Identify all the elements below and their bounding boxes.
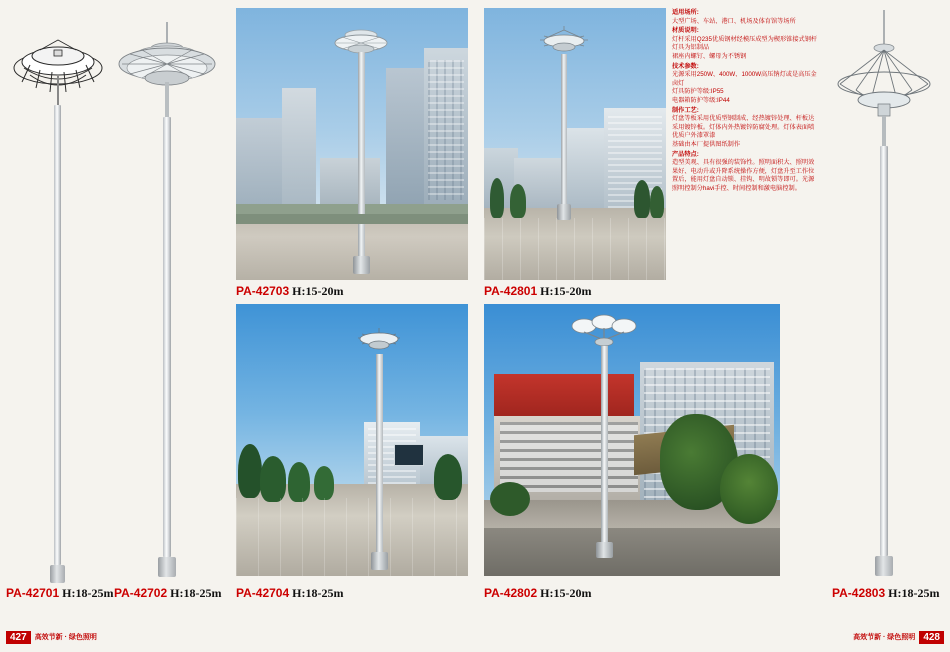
spec-line-2-1: 灯具防护等级:IP55	[672, 88, 724, 96]
lamp-pole-pa42702	[112, 12, 222, 582]
spec-line-2-2: 电器箱防护等级:IP44	[672, 96, 730, 104]
footer-right	[764, 630, 944, 644]
caption-pa42801: PA-42801 H:15-20m	[484, 284, 592, 298]
product-photo-pa42704	[236, 304, 468, 576]
lamp-crown-illustration	[112, 22, 222, 122]
footer-text-right: 高效节新 · 绿色照明	[853, 634, 916, 641]
spec-line-3-0: 灯盘等板采用优质型钢制成、经热镀锌处理、杆板达采用镀锌板。灯体内外热镀锌防腐处理。灯体表面喷优质户外漆罩漆	[672, 115, 815, 140]
pole-base	[50, 565, 65, 583]
spec-line-4-0: 造型美观、具有很强的装饰性。照明面积大、照明效果好、电动升或升降系统操作方便，灯盘升至工作位置后，能用灯盘自动锁、挂钩、明故锁等即可。光源照明控制分havi手控、时间控制和激电脑控制。	[672, 159, 815, 192]
lamp-crown-illustration	[10, 20, 106, 110]
specification-panel	[672, 8, 820, 280]
footer-text-left: 高效节新 · 绿色照明	[34, 634, 97, 641]
pole-base	[875, 556, 893, 576]
spec-title-0: 适用场所:	[672, 9, 699, 16]
spec-title-4: 产品特点:	[672, 150, 699, 158]
caption-pa42802: PA-42802 H:15-20m	[484, 586, 592, 600]
pole-shaft	[880, 146, 888, 556]
lamp-crown-illustration	[826, 10, 942, 150]
page-number-left: 427	[6, 631, 31, 644]
spec-title-3: 制作工艺:	[672, 106, 699, 114]
caption-pa42704: PA-42704 H:18-25m	[236, 586, 344, 600]
lamp-pole-pa42701	[10, 20, 106, 580]
lamp-pole-pa42803	[826, 10, 942, 582]
spec-line-3-1: 基础由本厂提供图纸制作	[672, 140, 741, 148]
page-number-right: 428	[919, 631, 944, 644]
spec-title-2: 技术参数:	[672, 62, 699, 70]
spec-line-1-1: 灯具为铝制品	[672, 44, 710, 52]
caption-pa42703: PA-42703 H:15-20m	[236, 284, 344, 298]
product-photo-pa42801	[484, 8, 666, 280]
caption-pa42701: PA-42701 H:18-25m	[6, 586, 114, 600]
spec-line-2-0: 光源采用250W、400W、1000W高压钠灯或是高压金卤灯	[672, 71, 817, 87]
spec-title-1: 材质说明:	[672, 27, 699, 35]
product-photo-pa42703	[236, 8, 468, 280]
pole-base	[158, 557, 176, 577]
spec-line-0-0: 大型广场、车站、港口、机场及体育馆等场所	[672, 17, 796, 25]
product-photo-pa42802	[484, 304, 780, 576]
caption-pa42702: PA-42702 H:18-25m	[114, 586, 222, 600]
pole-shaft	[54, 105, 61, 565]
caption-pa42803: PA-42803 H:18-25m	[832, 586, 940, 600]
pole-shaft	[163, 117, 171, 557]
spec-line-1-0: 灯杆采用Q235优质钢材经模压成型为楔形锥接式钢杆	[672, 35, 818, 43]
spec-line-1-2: 裙座内螺钉、螺母为不锈钢	[672, 52, 747, 60]
footer-left	[6, 630, 186, 644]
